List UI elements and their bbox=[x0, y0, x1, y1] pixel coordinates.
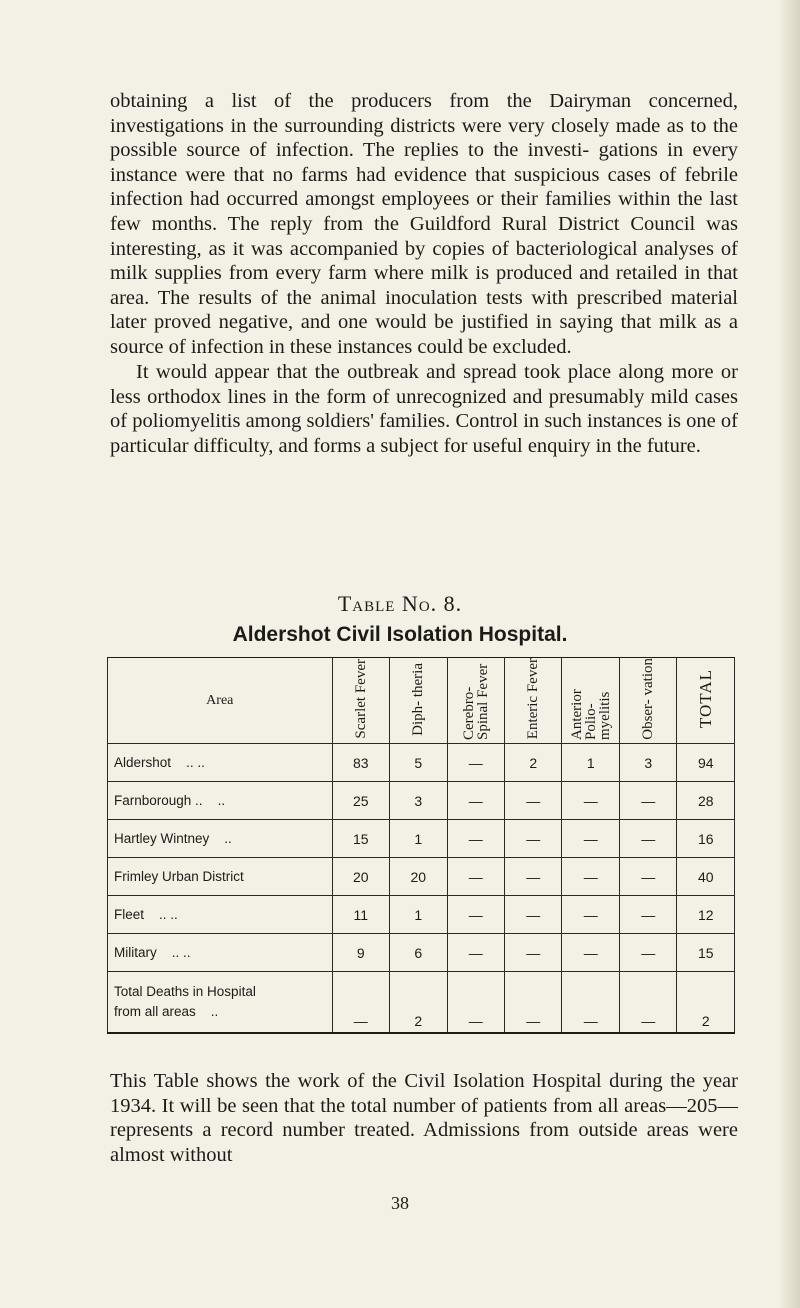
cell-anterior: — bbox=[562, 782, 619, 820]
cell-scarlet: 11 bbox=[332, 896, 389, 934]
cell-total: 15 bbox=[677, 934, 735, 972]
header-observation: Obser- vation bbox=[619, 658, 676, 744]
table-row bbox=[108, 820, 735, 858]
cell-total: 94 bbox=[677, 744, 735, 782]
paragraph-table-summary: This Table shows the work of the Civil Isolation Hospital during the year 1934. It will be seen that the total number of patients from all areas—205—represents a record number treated. Admissions from outside areas were almost without bbox=[110, 1070, 738, 1166]
page-number: 38 bbox=[391, 1193, 409, 1213]
table-row bbox=[108, 934, 735, 972]
cell-anterior: 1 bbox=[562, 744, 619, 782]
cell-anterior: — bbox=[562, 820, 619, 858]
cell-observation: — bbox=[619, 782, 676, 820]
header-area: Area bbox=[108, 658, 333, 744]
cell-diphtheria: 1 bbox=[390, 820, 447, 858]
cell-observation: — bbox=[619, 896, 676, 934]
cell-total: 40 bbox=[677, 858, 735, 896]
page-edge-shadow bbox=[778, 0, 800, 1308]
cell-scarlet: 20 bbox=[332, 858, 389, 896]
row-area: Hartley Wintney .. bbox=[108, 820, 333, 858]
cell-observation: — bbox=[619, 934, 676, 972]
table-title: Table No. 8. bbox=[337, 591, 463, 616]
cell-total: 12 bbox=[677, 896, 735, 934]
cell-enteric: — bbox=[505, 782, 562, 820]
cell-observation: — bbox=[619, 972, 676, 1034]
cell-diphtheria: 20 bbox=[390, 858, 447, 896]
cell-diphtheria: 1 bbox=[390, 896, 447, 934]
cell-enteric: — bbox=[505, 820, 562, 858]
cell-scarlet: 9 bbox=[332, 934, 389, 972]
cell-observation: — bbox=[619, 858, 676, 896]
header-total: TOTAL bbox=[677, 658, 735, 744]
header-cerebro-spinal-fever: Cerebro- Spinal Fever bbox=[447, 658, 504, 744]
cell-scarlet: — bbox=[332, 972, 389, 1034]
row-area: Farnborough .. .. bbox=[108, 782, 333, 820]
cell-anterior: — bbox=[562, 934, 619, 972]
header-anterior-poliomyelitis: Anterior Polio- myelitis bbox=[562, 658, 619, 744]
cell-scarlet: 25 bbox=[332, 782, 389, 820]
cell-total: 2 bbox=[677, 972, 735, 1034]
cell-enteric: — bbox=[505, 896, 562, 934]
cell-diphtheria: 3 bbox=[390, 782, 447, 820]
header-diphtheria: Diph- theria bbox=[390, 658, 447, 744]
cell-enteric: — bbox=[505, 972, 562, 1034]
table-header-row bbox=[108, 658, 735, 744]
header-enteric-fever: Enteric Fever bbox=[505, 658, 562, 744]
cell-enteric: — bbox=[505, 934, 562, 972]
cell-total: 28 bbox=[677, 782, 735, 820]
cell-anterior: — bbox=[562, 896, 619, 934]
cell-cerebro: — bbox=[447, 896, 504, 934]
cell-diphtheria: 6 bbox=[390, 934, 447, 972]
cell-total: 16 bbox=[677, 820, 735, 858]
cell-scarlet: 15 bbox=[332, 820, 389, 858]
cell-observation: 3 bbox=[619, 744, 676, 782]
cell-cerebro: — bbox=[447, 972, 504, 1034]
cell-enteric: 2 bbox=[505, 744, 562, 782]
paragraph-investigations: obtaining a list of the producers from the Dairyman concerned, investigations in the surrounding districts were very closely made as to the possible source of infection. The replies to the investi- gations in every instance were that no farms had evidence that suspicious cases of febrile infection had occurred amongst employees or their families within the last few months. The reply from the Guildford Rural District Council was interesting, as it was accompanied by copies of bacteriological analyses of milk supplies from every farm where milk is produced and retailed in that area. The results of the animal inoculation tests with prescribed material later proved negative, and one would be justified in saying that milk as a source of infection in these instances could be excluded. bbox=[110, 90, 738, 358]
paragraph-outbreak: It would appear that the outbreak and spread took place along more or less orthodox lines in the form of unrecognized and presumably mild cases of poliomyelitis among soldiers' families. Control in such instances is one of particular difficulty, and forms a subject for useful enquiry in the future. bbox=[110, 361, 738, 457]
row-area: Military .. .. bbox=[108, 934, 333, 972]
table-row bbox=[108, 858, 735, 896]
table-row bbox=[108, 782, 735, 820]
cell-anterior: — bbox=[562, 972, 619, 1034]
header-scarlet-fever: Scarlet Fever bbox=[332, 658, 389, 744]
row-area: Aldershot .. .. bbox=[108, 744, 333, 782]
cell-scarlet: 83 bbox=[332, 744, 389, 782]
table-row bbox=[108, 744, 735, 782]
cell-cerebro: — bbox=[447, 782, 504, 820]
cell-diphtheria: 5 bbox=[390, 744, 447, 782]
cell-observation: — bbox=[619, 820, 676, 858]
row-area: Fleet .. .. bbox=[108, 896, 333, 934]
isolation-hospital-table bbox=[107, 657, 735, 1034]
cell-cerebro: — bbox=[447, 744, 504, 782]
table-row-total-deaths bbox=[108, 972, 735, 1034]
row-area: Frimley Urban District bbox=[108, 858, 333, 896]
row-area: Total Deaths in Hospital from all areas .. bbox=[108, 972, 333, 1034]
cell-cerebro: — bbox=[447, 820, 504, 858]
cell-cerebro: — bbox=[447, 858, 504, 896]
cell-anterior: — bbox=[562, 858, 619, 896]
table-subtitle: Aldershot Civil Isolation Hospital. bbox=[232, 623, 568, 646]
cell-enteric: — bbox=[505, 858, 562, 896]
table-row bbox=[108, 896, 735, 934]
cell-cerebro: — bbox=[447, 934, 504, 972]
cell-diphtheria: 2 bbox=[390, 972, 447, 1034]
